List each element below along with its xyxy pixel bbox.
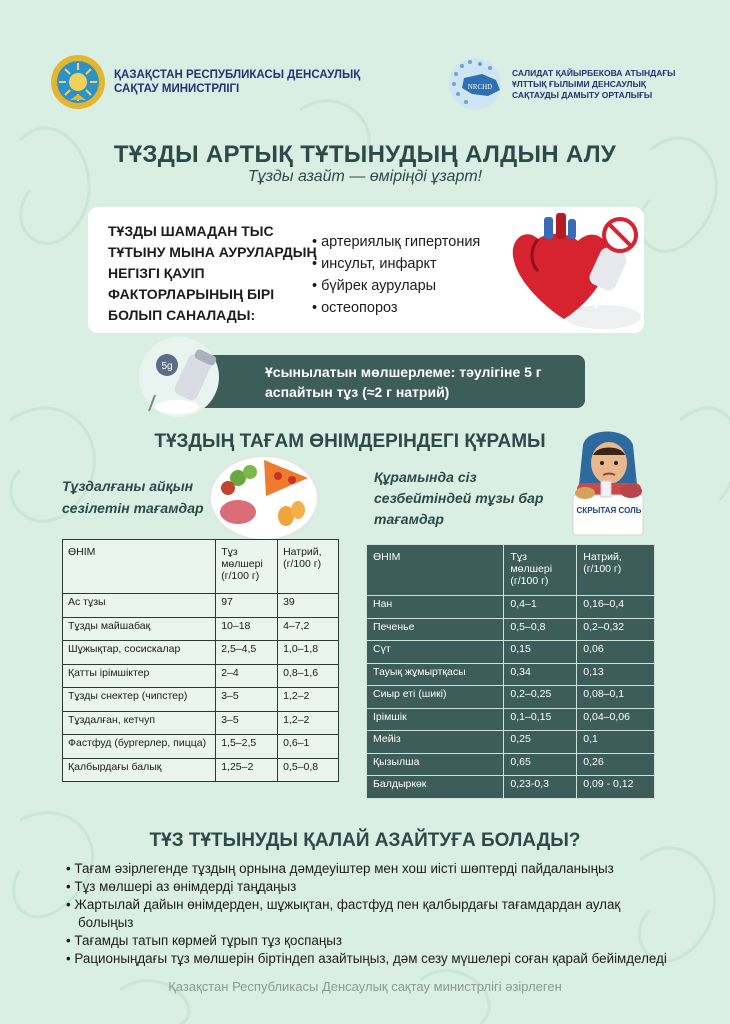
table-cell: 0,13 xyxy=(577,663,655,686)
risk-list xyxy=(312,231,480,319)
table-row xyxy=(367,708,655,731)
table-row xyxy=(63,758,339,782)
table-cell: 3–5 xyxy=(216,711,278,735)
table-cell: Печенье xyxy=(367,618,504,641)
table-row xyxy=(367,731,655,754)
right-table-caption: Құрамында сіз сезбейтіндей тұзы бар тағамдар xyxy=(374,469,544,527)
list-item: • Жартылай дайын өнімдерден, шұжықтан, фастфуд пен қалбырдағы тағамдардан аулақ болыңыз xyxy=(66,896,676,932)
hidden-salt-label: СКРЫТАЯ СОЛЬ xyxy=(576,506,642,515)
center-name: САЛИДАТ ҚАЙЫРБЕКОВА АТЫНДАҒЫ ҰЛТТЫҚ ҒЫЛЫМИ ДЕНСАУЛЫҚ САҚТАУДЫ ДАМЫТУ ОРТАЛЫҒЫ xyxy=(512,67,676,100)
state-emblem-icon xyxy=(50,54,106,110)
salt-shaker-icon xyxy=(137,337,232,422)
table-row xyxy=(367,663,655,686)
list-item: • Тағам әзірлегенде тұздың орнына дәмдеуіштер мен хош иісті шөптерді пайдаланыңыз xyxy=(66,860,676,878)
table-cell: 0,23-0,3 xyxy=(504,776,577,799)
ministry-block xyxy=(50,54,364,110)
table-row xyxy=(63,641,339,665)
table-cell: 0,6–1 xyxy=(278,735,339,759)
table-row xyxy=(367,753,655,776)
table-cell: 1,2–2 xyxy=(278,688,339,712)
nrchd-logo-text: NRCHD xyxy=(467,83,493,91)
list-item: • артериялық гипертония xyxy=(312,231,480,253)
table-cell: Сиыр еті (шикі) xyxy=(367,686,504,709)
list-item: • инсульт, инфаркт xyxy=(312,253,480,275)
tips-title: ТҰЗ ТҰТЫНУДЫ ҚАЛАЙ АЗАЙТУҒА БОЛАДЫ? xyxy=(149,830,581,851)
table-cell: 0,1 xyxy=(577,731,655,754)
center-block xyxy=(442,56,687,112)
table-row xyxy=(63,664,339,688)
table-cell: 0,25 xyxy=(504,731,577,754)
column-header: ӨНІМ xyxy=(63,540,216,594)
table-header-row xyxy=(367,545,655,596)
table-cell: Шұжықтар, сосискалар xyxy=(63,641,216,665)
table-row xyxy=(367,776,655,799)
column-header: Тұз мөлшері (г/100 г) xyxy=(504,545,577,596)
salt-amount-label: 5g xyxy=(161,361,173,372)
column-header: Натрий, (г/100 г) xyxy=(577,545,655,596)
page-subtitle: Тұзды азайт — өміріңді ұзарт! xyxy=(247,168,483,185)
table-cell: 3–5 xyxy=(216,688,278,712)
table-cell: 0,4–1 xyxy=(504,596,577,619)
table-cell: 0,1–0,15 xyxy=(504,708,577,731)
table-cell: 0,08–0,1 xyxy=(577,686,655,709)
table-cell: 0,26 xyxy=(577,753,655,776)
table-cell: Қатты ірімшіктер xyxy=(63,664,216,688)
table-cell: Ірімшік xyxy=(367,708,504,731)
table-cell: Нан xyxy=(367,596,504,619)
table-row xyxy=(63,735,339,759)
table-cell: 0,09 - 0,12 xyxy=(577,776,655,799)
table-cell: Тауық жұмыртқасы xyxy=(367,663,504,686)
woman-hidden-salt-illustration xyxy=(563,425,655,537)
left-table-caption: Тұздалғаны айқын сезілетін тағамдар xyxy=(62,478,204,516)
table-cell: Мейіз xyxy=(367,731,504,754)
food-plate-illustration xyxy=(208,450,320,542)
table-row xyxy=(367,618,655,641)
table-cell: 1,5–2,5 xyxy=(216,735,278,759)
footer-credit: Қазақстан Республикасы Денсаулық сақтау министрлігі әзірлеген xyxy=(168,979,562,994)
table-cell: 2–4 xyxy=(216,664,278,688)
table-cell: 97 xyxy=(216,594,278,618)
table-cell: Фастфуд (бургерлер, пицца) xyxy=(63,735,216,759)
table-cell: 39 xyxy=(278,594,339,618)
table-cell: 1,0–1,8 xyxy=(278,641,339,665)
table-cell: Тұздалған, кетчуп xyxy=(63,711,216,735)
nrchd-logo-icon xyxy=(442,56,508,112)
table-cell: 0,2–0,25 xyxy=(504,686,577,709)
table-cell: 0,5–0,8 xyxy=(278,758,339,782)
table-cell: Тұзды снектер (чипстер) xyxy=(63,688,216,712)
table-cell: Қызылша xyxy=(367,753,504,776)
column-header: ӨНІМ xyxy=(367,545,504,596)
table-row xyxy=(367,686,655,709)
list-item: • Тағамды татып көрмей тұрып тұз қоспаңыз xyxy=(66,932,676,950)
table-cell: 0,06 xyxy=(577,641,655,664)
table-cell: 0,16–0,4 xyxy=(577,596,655,619)
table-cell: 1,2–2 xyxy=(278,711,339,735)
column-header: Тұз мөлшері (г/100 г) xyxy=(216,540,278,594)
composition-title: ТҰЗДЫҢ ТАҒАМ ӨНІМДЕРІНДЕГІ ҚҰРАМЫ xyxy=(154,431,546,452)
table-cell: Қалбырдағы балық xyxy=(63,758,216,782)
table-row xyxy=(63,594,339,618)
table-row xyxy=(63,688,339,712)
page-title: ТҰЗДЫ АРТЫҚ ТҰТЫНУДЫҢ АЛДЫН АЛУ xyxy=(113,141,617,168)
list-item: • остеопороз xyxy=(312,297,480,319)
svg-text:СКРЫТАЯ СОЛЬ xyxy=(577,506,642,515)
table-cell: 0,8–1,6 xyxy=(278,664,339,688)
left-salt-table xyxy=(62,539,339,782)
table-cell: 0,34 xyxy=(504,663,577,686)
table-row xyxy=(63,617,339,641)
list-item: • Рационыңдағы тұз мөлшерін біртіндеп азайтыңыз, дәм сезу мүшелері соған қарай бейімделеді xyxy=(66,950,676,968)
header xyxy=(0,48,730,118)
table-cell: 0,65 xyxy=(504,753,577,776)
table-cell: 0,2–0,32 xyxy=(577,618,655,641)
table-cell: Сүт xyxy=(367,641,504,664)
heart-salt-illustration xyxy=(508,209,642,331)
table-cell: Балдыркөк xyxy=(367,776,504,799)
ministry-name: ҚАЗАҚСТАН РЕСПУБЛИКАСЫ ДЕНСАУЛЫҚ САҚТАУ МИНИСТРЛІГІ xyxy=(114,69,361,95)
right-salt-table xyxy=(366,544,655,799)
table-row xyxy=(367,641,655,664)
risk-card xyxy=(88,207,644,333)
table-row xyxy=(367,596,655,619)
table-cell: Тұзды майшабақ xyxy=(63,617,216,641)
table-cell: 1,25–2 xyxy=(216,758,278,782)
column-header: Натрий, (г/100 г) xyxy=(278,540,339,594)
table-cell: 0,04–0,06 xyxy=(577,708,655,731)
table-row xyxy=(63,711,339,735)
table-cell: 2,5–4,5 xyxy=(216,641,278,665)
tips-list xyxy=(66,860,676,968)
list-item: • бүйрек аурулары xyxy=(312,275,480,297)
table-cell: 4–7,2 xyxy=(278,617,339,641)
recommendation-text: Ұсынылатын мөлшерлеме: тәулігіне 5 г аспайтын тұз (≈2 г натрий) xyxy=(265,364,542,400)
table-cell: 10–18 xyxy=(216,617,278,641)
table-header-row xyxy=(63,540,339,594)
risk-lead-text: ТҰЗДЫ ШАМАДАН ТЫС ТҰТЫНУ МЫНА АУРУЛАРДЫҢ НЕГІЗГІ ҚАУІП ФАКТОРЛАРЫНЫҢ БІРІ БОЛЫП САНАЛАДЫ: xyxy=(108,223,317,323)
list-item: • Тұз мөлшері аз өнімдерді таңдаңыз xyxy=(66,878,676,896)
table-cell: Ас тұзы xyxy=(63,594,216,618)
table-cell: 0,5–0,8 xyxy=(504,618,577,641)
table-cell: 0,15 xyxy=(504,641,577,664)
